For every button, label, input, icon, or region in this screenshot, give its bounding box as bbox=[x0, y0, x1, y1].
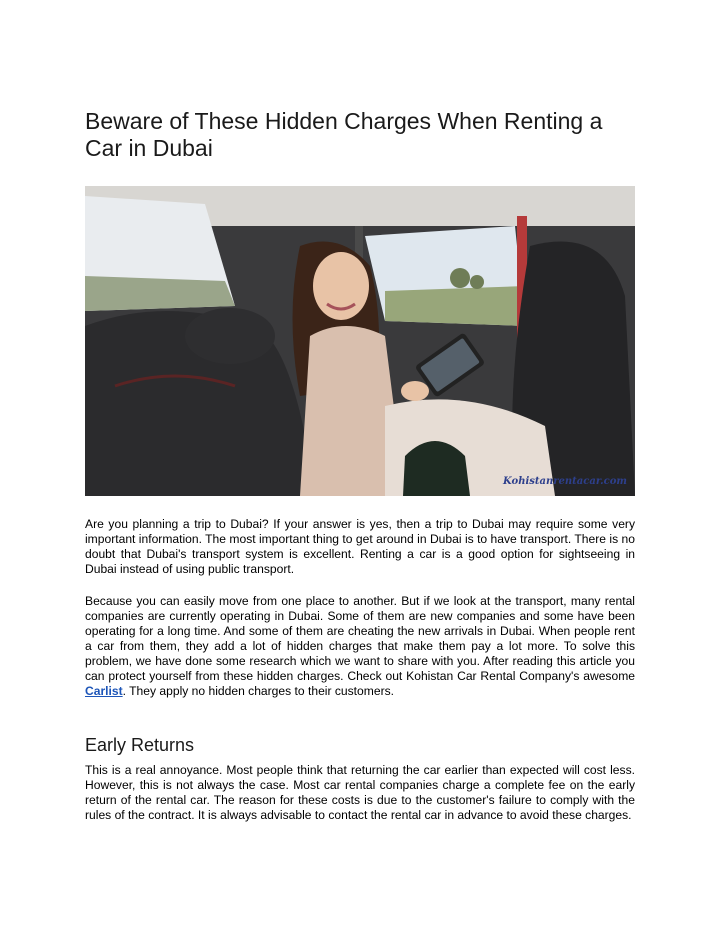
image-watermark: Kohistanrentacar.com bbox=[503, 476, 627, 487]
intro-paragraph: Are you planning a trip to Dubai? If your answer is yes, then a trip to Dubai may require some very important information. The most important thing to get around in Dubai is to have transport. There is no doubt that Dubai's transport system is excellent. Renting a car is a good option for sightseeing in Dubai instead of using public transport. bbox=[85, 517, 635, 576]
carlist-link[interactable]: Carlist bbox=[85, 684, 123, 698]
article-photo bbox=[85, 186, 635, 496]
early-returns-paragraph: This is a real annoyance. Most people think that returning the car earlier than expected will cost less. However, this is not always the case. Most car rental companies charge a complete fee on the early return of the rental car. The reason for these costs is due to the customer's failure to comply with the rules of the contract. It is always advisable to contact the rental car in advance to avoid these charges. bbox=[85, 763, 635, 822]
article-title: Beware of These Hidden Charges When Renting a Car in Dubai bbox=[85, 108, 603, 161]
transport-paragraph-tail: . They apply no hidden charges to their customers. bbox=[122, 684, 395, 698]
transport-paragraph-text: Because you can easily move from one place to another. But if we look at the transport, many rental companies are currently operating in Dubai. Some of them are new companies and some have been operating for a long time. And some of them are cheating the new arrivals in Dubai. When people rent a car from them, they add a lot of hidden charges that make them pay a lot more. To solve this problem, we have done some research which we want to share with you. After reading this article you can protect yourself from these hidden charges. Check out Kohistan Car Rental Company's awesome bbox=[85, 594, 635, 683]
transport-paragraph bbox=[85, 594, 635, 699]
section-heading-early-returns: Early Returns bbox=[85, 735, 195, 755]
